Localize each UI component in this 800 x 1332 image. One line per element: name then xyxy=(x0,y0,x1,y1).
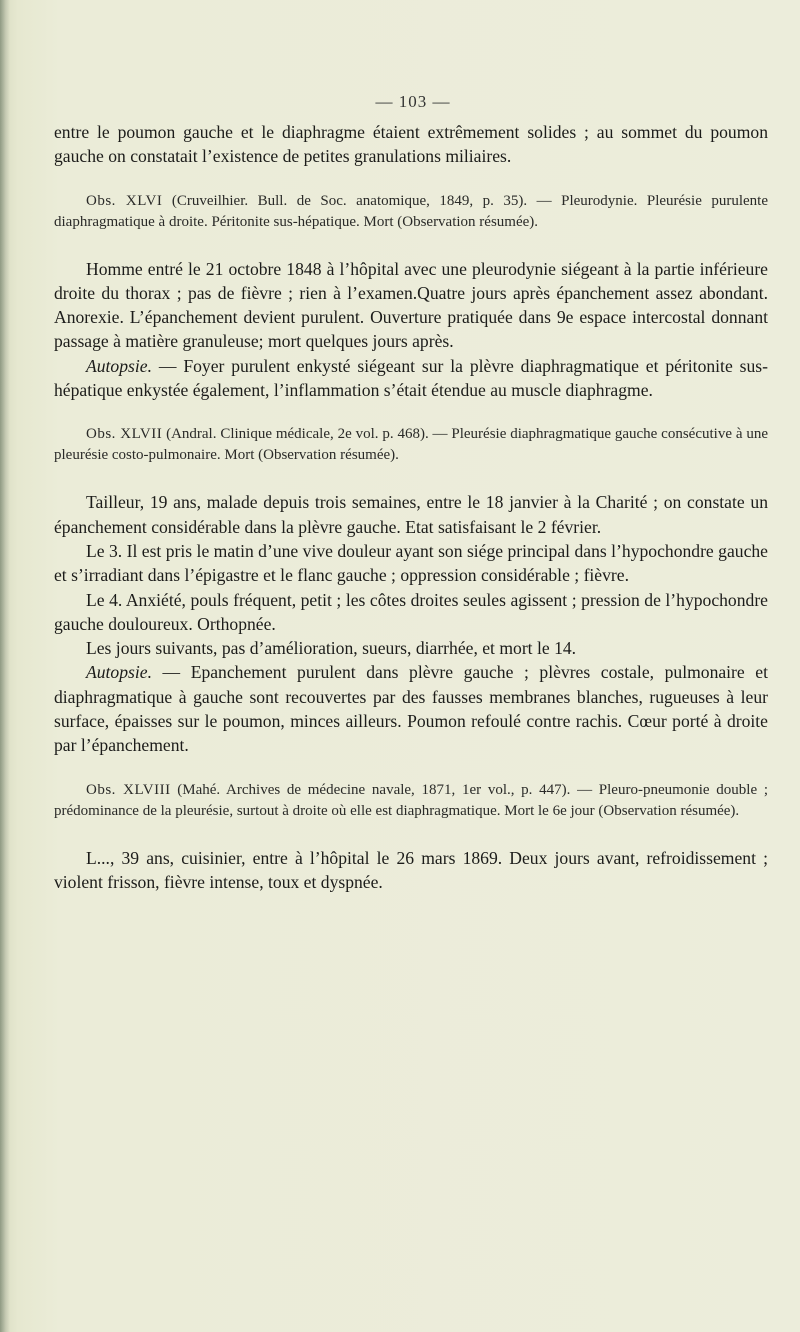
obs-47-reference xyxy=(54,424,768,466)
obs-47-autopsy xyxy=(54,660,768,757)
obs-46-autopsy-text: — Foyer purulent enkysté siégeant sur la plèvre diaphragmatique et péritonite sus-hépatique enkystée également, l’inflammation s’était étendue au muscle diaphragme. xyxy=(54,355,768,401)
obs-46-autopsy-label: Autopsie. xyxy=(86,355,152,376)
obs-46-reference xyxy=(54,191,768,233)
obs-47-paragraph-2: Le 3. Il est pris le matin d’une vive douleur ayant son siége principal dans l’hypochondre gauche et s’irradiant dans l’épigastre et le flanc gauche ; oppression considérable ; fièvre. xyxy=(54,540,768,586)
obs-47-label: Obs. XLVII xyxy=(86,426,163,443)
obs-46-autopsy xyxy=(54,354,768,403)
obs-46-label: Obs. XLVI xyxy=(86,192,163,209)
obs-47-ref-text: (Andral. Clinique médicale, 2e vol. p. 468). — Pleurésie diaphragmatique gauche consécutive à une pleurésie costo-pulmonaire. Mort (Observation résumée). xyxy=(54,426,769,464)
page-number: — 103 — xyxy=(375,92,451,111)
obs-48-paragraph-1: L..., 39 ans, cuisinier, entre à l’hôpital le 26 mars 1869. Deux jours avant, refroidissement ; violent frisson, fièvre intense, toux et dyspnée. xyxy=(54,847,768,892)
obs-46-ref-text: (Cruveilhier. Bull. de Soc. anatomique, 1849, p. 35). — Pleurodynie. Pleurésie purulente diaphragmatique à droite. Péritonite sus-hépatique. Mort (Observation résumée). xyxy=(54,192,768,230)
page-content xyxy=(54,92,768,894)
obs-47-autopsy-label: Autopsie. xyxy=(86,662,152,683)
obs-48-ref-text: (Mahé. Archives de médecine navale, 1871, 1er vol., p. 447). — Pleuro-pneumonie double ; prédominance de la pleurésie, surtout à droite où elle est diaphragmatique. Mort le 6e jour (Observation résumée). xyxy=(54,781,768,819)
obs-47-paragraph-1: Tailleur, 19 ans, malade depuis trois semaines, entre le 18 janvier à la Charité ; on constate un épanchement considérable dans la plèvre gauche. Etat satisfaisant le 2 février. xyxy=(54,492,768,537)
obs-48-reference xyxy=(54,780,768,822)
obs-47-autopsy-text: — Epanchement purulent dans plèvre gauche ; plèvres costale, pulmonaire et diaphragmatique à gauche sont recouvertes par des fausses membranes blanches, rugueuses à leur surface, épaisses sur le poumon, minces ailleurs. Poumon refoulé contre rachis. Cœur porté à droite par l’épanchement. xyxy=(54,662,768,756)
intro-paragraph: entre le poumon gauche et le diaphragme étaient extrêmement solides ; au sommet du poumon gauche on constatait l’existence de petites granulations miliaires. xyxy=(54,122,768,167)
obs-47-paragraph-4: Les jours suivants, pas d’amélioration, sueurs, diarrhée, et mort le 14. xyxy=(86,638,577,659)
obs-46-body: Homme entré le 21 octobre 1848 à l’hôpital avec une pleurodynie siégeant à la partie inférieure droite du thorax ; pas de fièvre ; rien à l’examen.Quatre jours après épanchement assez abondant. Anorexie. L’épanchement devient purulent. Ouverture pratiquée dans 9e espace intercostal donnant passage à matière granuleuse; mort quelques jours après. xyxy=(54,258,768,352)
obs-47-paragraph-3: Le 4. Anxiété, pouls fréquent, petit ; les côtes droites seules agissent ; pression de l’hypochondre gauche douloureux. Orthopnée. xyxy=(54,589,768,634)
binding-edge xyxy=(0,0,10,1332)
obs-48-label: Obs. XLVIII xyxy=(86,781,171,798)
